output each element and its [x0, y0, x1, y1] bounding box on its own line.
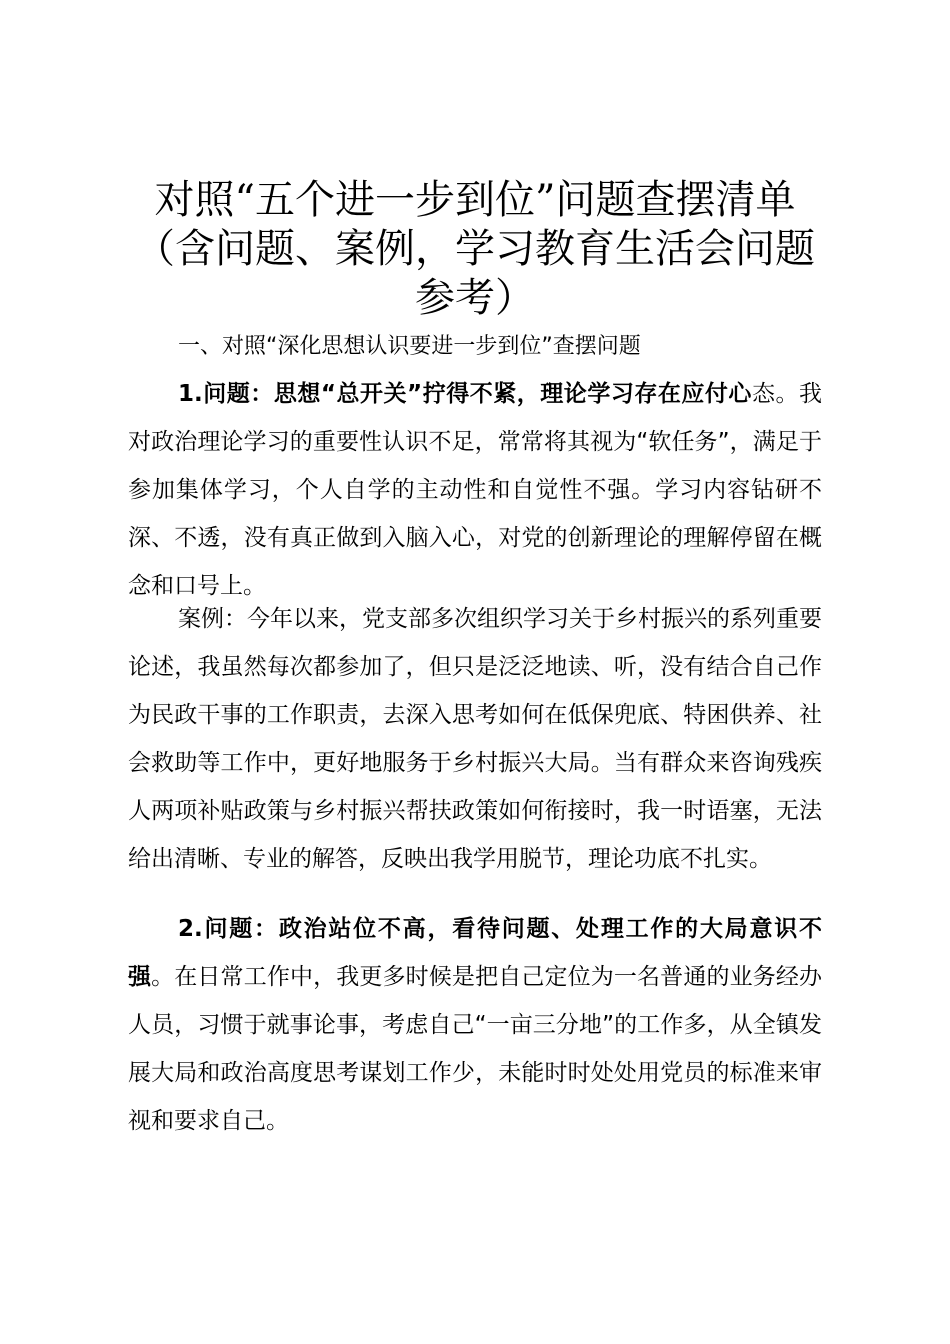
item-1-paragraph [128, 370, 822, 610]
document-title-line-1: 对照“五个进一步到位”问题查摆清单 [154, 177, 796, 223]
document-title-line-3: 参考） [415, 275, 535, 321]
item-2-body: 。在日常工作中，我更多时候是把自己定位为一名普通的业务经办人员，习惯于就事论事，考虑自己“一亩三分地”的工作多，从全镇发展大局和政治高度思考谋划工作少，未能时时处处用党员的标准来审视和要求自己。 [128, 964, 823, 1134]
item-2-paragraph [128, 905, 822, 1145]
section-heading: 一、对照“深化思想认识要进一步到位”查摆问题 [178, 334, 641, 359]
case-1-body: 案例：今年以来，党支部多次组织学习关于乡村振兴的系列重要论述，我虽然每次都参加了，但只是泛泛地读、听，没有结合自己作为民政干事的工作职责，去深入思考如何在低保兜底、特困供养、社会救助等工作中，更好地服务于乡村振兴大局。当有群众来咨询残疾人两项补贴政策与乡村振兴帮扶政策如何衔接时，我一时语塞，无法给出清晰、专业的解答，反映出我学用脱节，理论功底不扎实。 [128, 606, 822, 872]
case-1-paragraph [128, 595, 822, 883]
item-1-body: 态。我对政治理论学习的重要性认识不足，常常将其视为“软任务”，满足于参加集体学习，个人自学的主动性和自觉性不强。学习内容钻研不深、不透，没有真正做到入脑入心，对党的创新理论的理解停留在概念和口号上。 [128, 381, 822, 599]
item-1-bold-lead: 1.问题：思想“总开关”拧得不紧，理论学习存在应付心 [178, 381, 752, 407]
item-2-bold-lead: 2.问题：政治站位不高，看待问题、处理工作的大局意识不强 [128, 916, 822, 990]
document-title-line-2: （含问题、案例，学习教育生活会问题 [135, 226, 815, 272]
